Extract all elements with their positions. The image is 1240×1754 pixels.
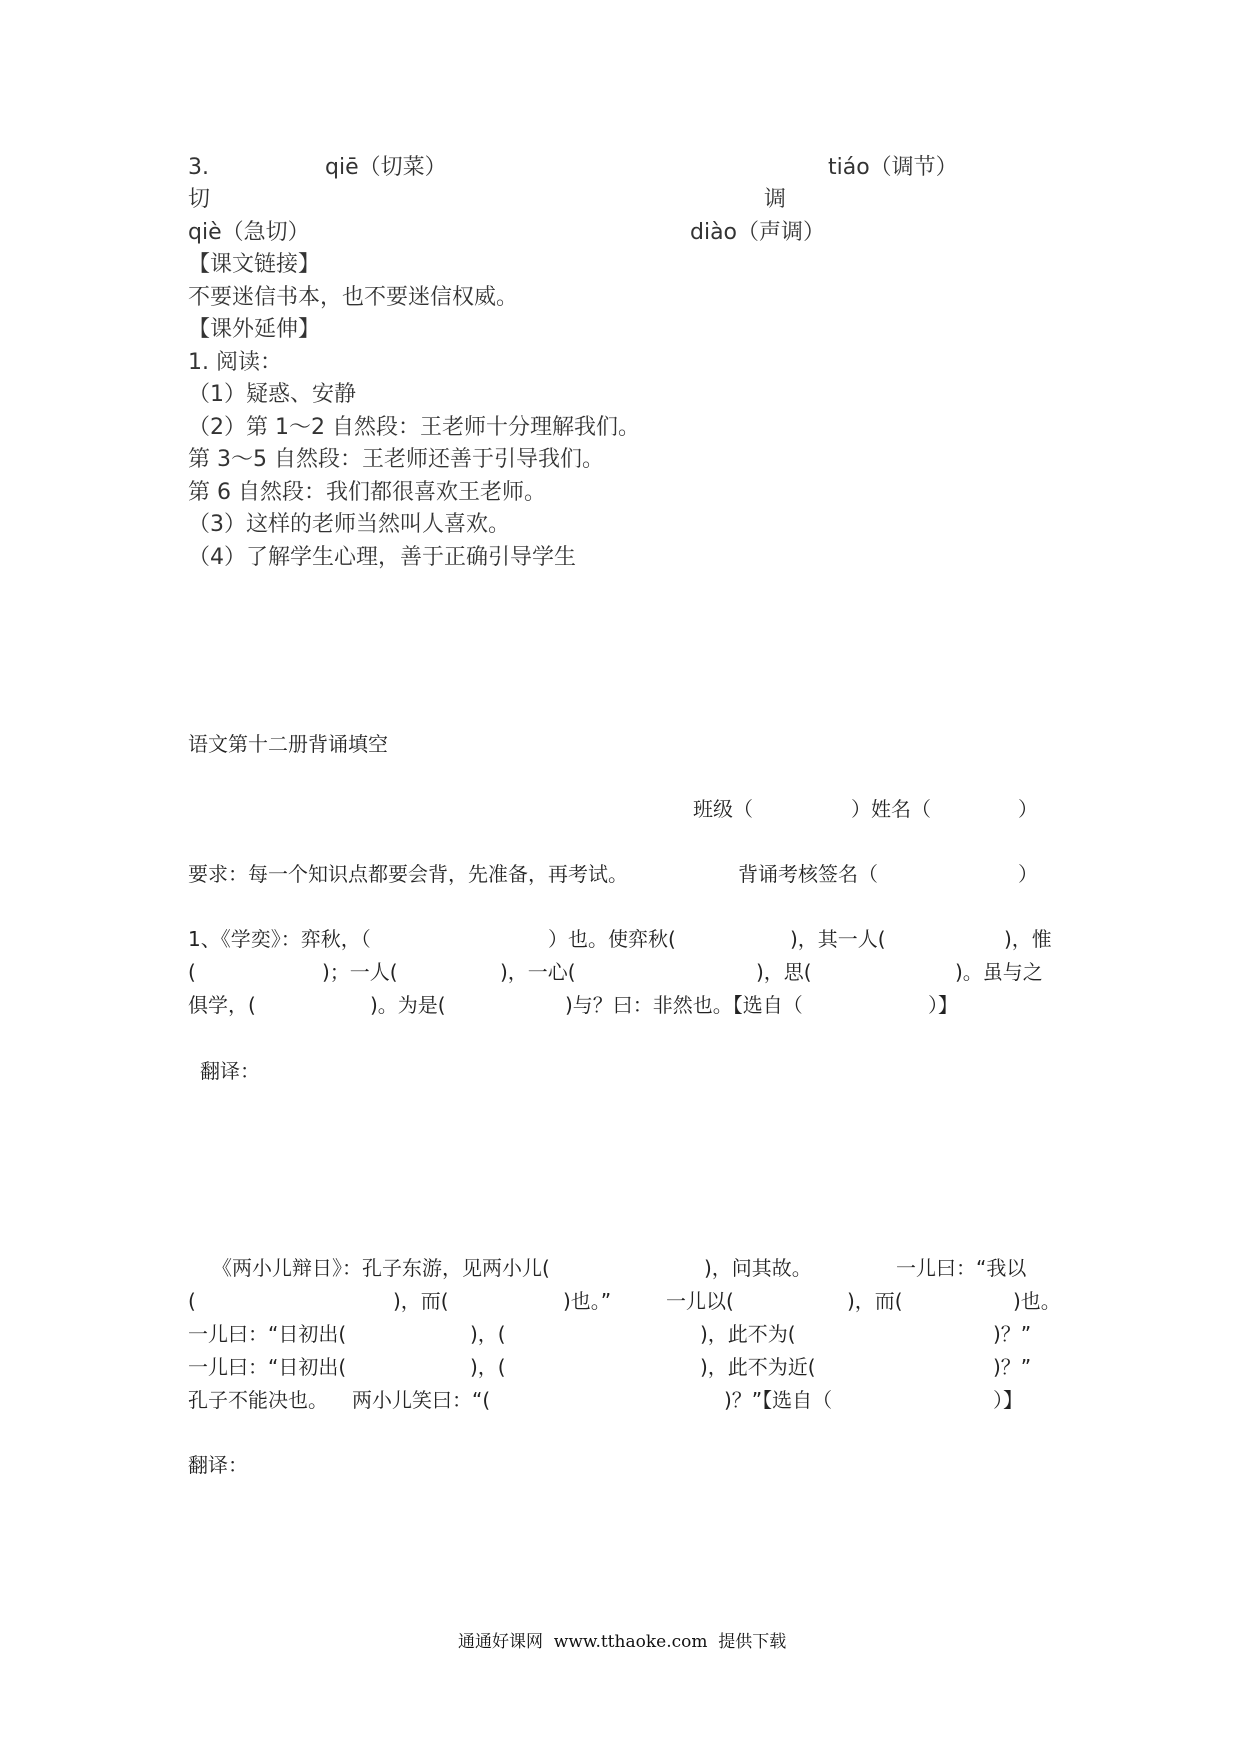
lxe-translate-label: 翻译： xyxy=(188,1453,248,1477)
requirement-text: 要求：每一个知识点都要会背，先准备，再考试。 xyxy=(188,862,628,886)
reading-heading: 1. 阅读： xyxy=(188,350,282,375)
lxe-line3-b: )，( xyxy=(470,1322,506,1346)
pinyin-tiao: tiáo（调节） xyxy=(828,155,958,180)
lxe-line2-a: ( xyxy=(188,1289,196,1313)
xueyi-line3-b: )。为是( xyxy=(370,993,446,1017)
xueyi-line3-a: 俱学，( xyxy=(188,993,256,1017)
lxe-line5-a: 孔子不能决也。 xyxy=(188,1388,328,1412)
lxe-line5-c: )？”【选自（ xyxy=(724,1388,833,1412)
lxe-line4-d: )？” xyxy=(993,1355,1032,1379)
name-label: ）姓名（ xyxy=(851,797,931,821)
lxe-line2-f: )也。 xyxy=(1013,1289,1061,1313)
lxe-line1-b: )，问其故。 xyxy=(704,1256,812,1280)
link-text: 不要迷信书本，也不要迷信权威。 xyxy=(188,285,519,310)
lxe-line3-d: )？” xyxy=(993,1322,1032,1346)
xueyi-line2-d: )，思( xyxy=(756,960,812,984)
pinyin-qie4: qiè（急切） xyxy=(188,220,310,245)
reading-answer-4: 第 6 自然段：我们都很喜欢王老师。 xyxy=(188,480,546,505)
lxe-line4-b: )，( xyxy=(470,1355,506,1379)
reading-answer-3: 第 3～5 自然段：王老师还善于引导我们。 xyxy=(188,447,604,472)
name-close: ） xyxy=(1018,797,1038,821)
xueyi-line3-d: ）】 xyxy=(928,993,958,1017)
xueyi-line3-c: )与？曰：非然也。【选自（ xyxy=(565,993,803,1017)
lxe-line1-c: 一儿曰：“我以 xyxy=(896,1256,1027,1280)
char-qie: 切 xyxy=(188,187,211,212)
xueyi-line2-b: )；一人( xyxy=(322,960,398,984)
lxe-line5-d: ）】 xyxy=(993,1388,1023,1412)
lxe-line2-b: )，而( xyxy=(393,1289,449,1313)
lxe-line5-b: 两小儿笑曰：“( xyxy=(352,1388,491,1412)
xueyi-translate-label: 翻译： xyxy=(200,1059,260,1083)
pinyin-diao: diào（声调） xyxy=(690,220,826,245)
pinyin-qie1: qiē（切菜） xyxy=(325,155,447,180)
lxe-line2-d: 一儿以( xyxy=(666,1289,734,1313)
worksheet-title: 语文第十二册背诵填空 xyxy=(188,732,388,756)
lxe-line2-c: )也。” xyxy=(563,1289,612,1313)
lxe-line1-a: 《两小儿辩日》：孔子东游，见两小儿( xyxy=(212,1256,550,1280)
sign-label: 背诵考核签名（ xyxy=(738,862,878,886)
xueyi-line1-b: ）也。使弈秋( xyxy=(548,927,676,951)
class-label: 班级（ xyxy=(693,797,753,821)
section-ext-heading: 【课外延伸】 xyxy=(188,317,321,342)
section-link-heading: 【课文链接】 xyxy=(188,252,321,277)
xueyi-line2-a: ( xyxy=(188,960,196,984)
pinyin-row1-number: 3. xyxy=(188,155,209,180)
lxe-line4-c: )，此不为近( xyxy=(700,1355,816,1379)
lxe-line3-c: )，此不为( xyxy=(700,1322,796,1346)
xueyi-line1-c: )，其一人( xyxy=(790,927,886,951)
xueyi-line1-a: 1、《学奕》：弈秋，（ xyxy=(188,927,371,951)
sign-close: ） xyxy=(1018,862,1038,886)
reading-answer-5: （3）这样的老师当然叫人喜欢。 xyxy=(188,512,510,537)
xueyi-line2-c: )，一心( xyxy=(500,960,576,984)
reading-answer-6: （4）了解学生心理，善于正确引导学生 xyxy=(188,545,576,570)
lxe-line4-a: 一儿曰：“日初出( xyxy=(188,1355,347,1379)
char-tiao: 调 xyxy=(764,187,787,212)
reading-answer-1: （1）疑惑、安静 xyxy=(188,382,356,407)
xueyi-line1-d: )，惟 xyxy=(1004,927,1052,951)
lxe-line3-a: 一儿曰：“日初出( xyxy=(188,1322,347,1346)
xueyi-line2-e: )。虽与之 xyxy=(955,960,1043,984)
reading-answer-2: （2）第 1～2 自然段：王老师十分理解我们。 xyxy=(188,415,640,440)
footer-credit: 通通好课网 www.tthaoke.com 提供下载 xyxy=(458,1632,787,1652)
lxe-line2-e: )，而( xyxy=(847,1289,903,1313)
